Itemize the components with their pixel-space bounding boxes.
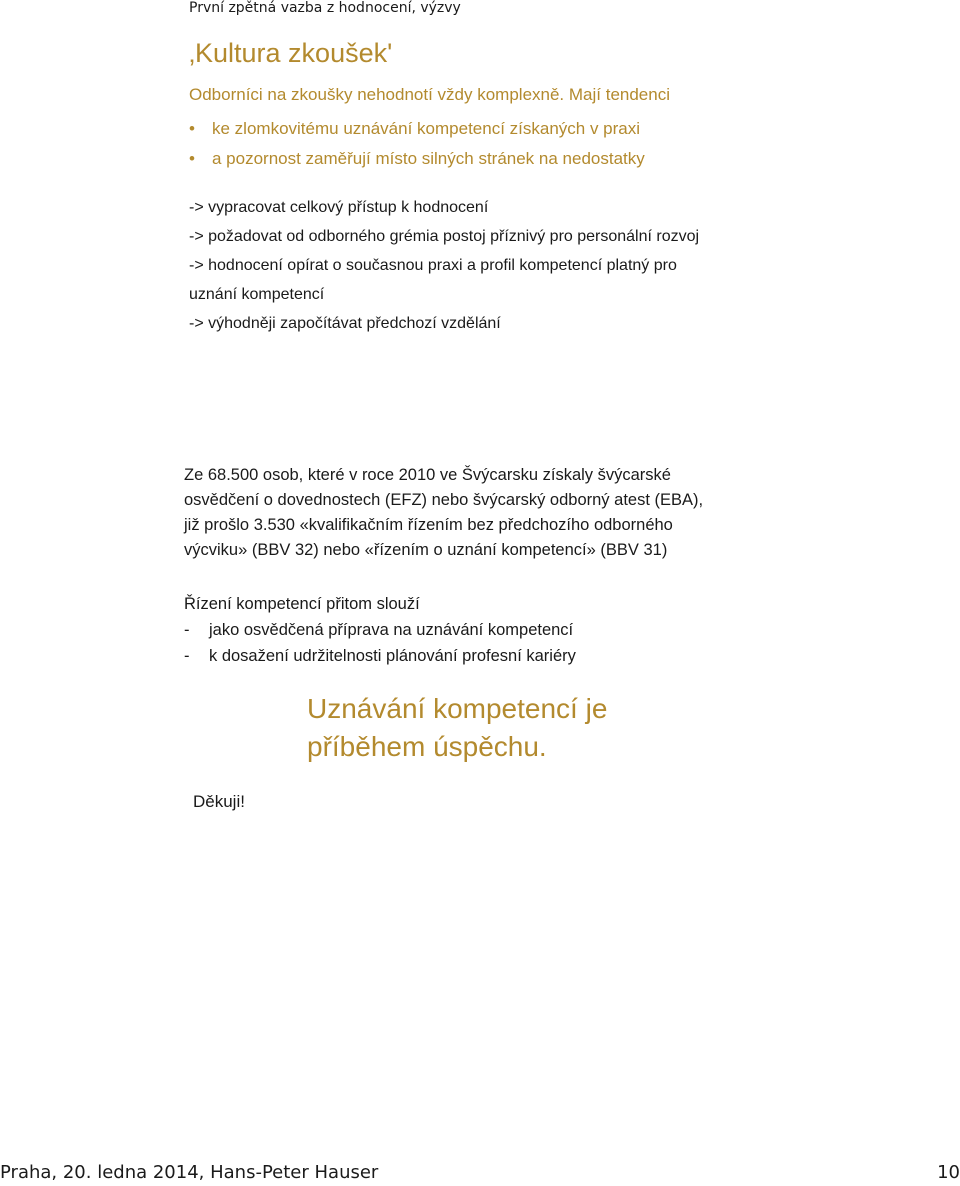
action-list xyxy=(189,196,699,341)
bullet-item: • a pozornost zaměřují místo silných stránek na nedostatky xyxy=(189,147,645,177)
bullet-dot-icon: • xyxy=(189,119,195,138)
bullet-dot-icon: • xyxy=(189,149,195,168)
competence-heading: Řízení kompetencí přitom slouží xyxy=(184,595,420,613)
paragraph-line: Ze 68.500 osob, které v roce 2010 ve Švýcarsku získaly švýcarské xyxy=(184,466,671,484)
action-item-continuation: uznání kompetencí xyxy=(189,286,325,303)
page-number: 10 xyxy=(937,1162,960,1183)
statistics-paragraph xyxy=(184,463,703,563)
action-item: -> výhodněji započítávat předchozí vzdělání xyxy=(189,315,501,332)
paragraph-line: osvědčení o dovednostech (EFZ) nebo švýcarský odborný atest (EBA), xyxy=(184,491,704,509)
paragraph-line: již prošlo 3.530 «kvalifikačním řízením bez předchozího odborného xyxy=(184,516,673,534)
footer-credit: Praha, 20. ledna 2014, Hans-Peter Hauser xyxy=(0,1162,379,1183)
closing-statement xyxy=(307,690,607,766)
bullet-list xyxy=(189,117,645,177)
closing-line: Uznávání kompetencí je xyxy=(307,693,608,724)
action-item: -> hodnocení opírat o současnou praxi a profil kompetencí platný pro xyxy=(189,257,677,274)
dash-icon: - xyxy=(184,621,190,639)
competence-item: - jako osvědčená příprava na uznávání kompetencí xyxy=(184,618,576,644)
header-title: První zpětná vazba z hodnocení, výzvy xyxy=(189,0,461,16)
competence-management-block xyxy=(184,592,576,670)
paragraph-line: výcviku» (BBV 32) nebo «řízením o uznání kompetencí» (BBV 31) xyxy=(184,541,668,559)
slide-title: ‚Kultura zkoušek' xyxy=(189,38,393,68)
action-item: -> vypracovat celkový přístup k hodnocení xyxy=(189,199,489,216)
closing-line: příběhem úspěchu. xyxy=(307,731,547,762)
competence-item: - k dosažení udržitelnosti plánování profesní kariéry xyxy=(184,644,576,670)
action-item: -> požadovat od odborného grémia postoj příznivý pro personální rozvoj xyxy=(189,228,700,245)
dash-icon: - xyxy=(184,647,190,665)
thanks-text: Děkuji! xyxy=(193,792,245,811)
bullet-item: • ke zlomkovitému uznávání kompetencí získaných v praxi xyxy=(189,117,645,147)
intro-text: Odborníci na zkoušky nehodnotí vždy komplexně. Mají tendenci xyxy=(189,85,670,104)
